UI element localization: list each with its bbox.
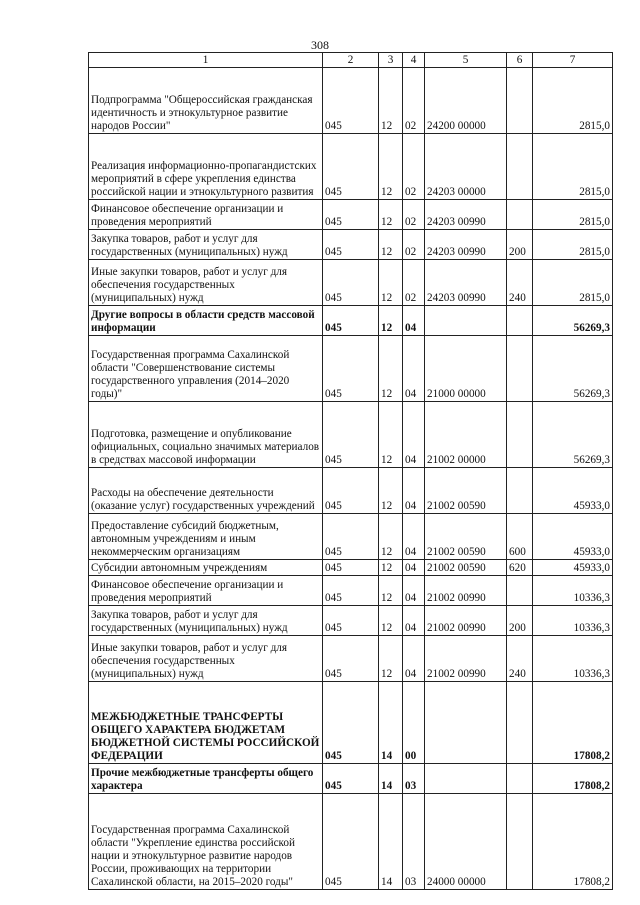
- table-row: [89, 200, 613, 230]
- table-row: [89, 514, 613, 560]
- row-vr: [507, 306, 533, 336]
- row-vr: 600: [507, 514, 533, 560]
- row-name: Финансовое обеспечение организации и проведения мероприятий: [89, 576, 323, 606]
- row-pr: 02: [403, 260, 425, 306]
- col-header-rz: 3: [379, 53, 403, 68]
- table-row: [89, 682, 613, 764]
- row-name: Подготовка, размещение и опубликование официальных, социально значимых материалов в средствах массовой информации: [89, 402, 323, 468]
- row-rz: 14: [379, 764, 403, 794]
- row-sum: 56269,3: [533, 336, 613, 402]
- row-name: Расходы на обеспечение деятельности (оказание услуг) государственных учреждений: [89, 468, 323, 514]
- row-csr: 21002 00990: [425, 606, 507, 636]
- row-csr: 24200 00000: [425, 68, 507, 134]
- table-row: [89, 606, 613, 636]
- row-sum: 2815,0: [533, 134, 613, 200]
- table-row: [89, 306, 613, 336]
- row-name: Субсидии автономным учреждениям: [89, 560, 323, 576]
- row-sum: 17808,2: [533, 682, 613, 764]
- row-name: Закупка товаров, работ и услуг для государственных (муниципальных) нужд: [89, 606, 323, 636]
- row-rz: 12: [379, 560, 403, 576]
- table-row: [89, 402, 613, 468]
- table-row: [89, 636, 613, 682]
- row-ved: 045: [323, 794, 379, 890]
- table-row: [89, 68, 613, 134]
- row-rz: 12: [379, 200, 403, 230]
- row-rz: 12: [379, 606, 403, 636]
- row-sum: 45933,0: [533, 560, 613, 576]
- row-ved: 045: [323, 636, 379, 682]
- row-csr: 21002 00990: [425, 636, 507, 682]
- row-csr: [425, 682, 507, 764]
- row-pr: 04: [403, 560, 425, 576]
- row-csr: 24203 00990: [425, 230, 507, 260]
- row-ved: 045: [323, 306, 379, 336]
- table-row: [89, 260, 613, 306]
- row-csr: 21002 00590: [425, 468, 507, 514]
- row-pr: 03: [403, 764, 425, 794]
- row-sum: 17808,2: [533, 764, 613, 794]
- row-csr: 21002 00990: [425, 576, 507, 606]
- row-ved: 045: [323, 606, 379, 636]
- row-rz: 12: [379, 402, 403, 468]
- row-sum: 10336,3: [533, 636, 613, 682]
- row-pr: 02: [403, 230, 425, 260]
- table-row: [89, 794, 613, 890]
- row-ved: 045: [323, 514, 379, 560]
- col-header-name: 1: [89, 53, 323, 68]
- row-name: Иные закупки товаров, работ и услуг для обеспечения государственных (муниципальных) нужд: [89, 636, 323, 682]
- row-ved: 045: [323, 682, 379, 764]
- row-csr: 21002 00000: [425, 402, 507, 468]
- row-pr: 04: [403, 336, 425, 402]
- row-vr: 200: [507, 230, 533, 260]
- col-header-pr: 4: [403, 53, 425, 68]
- row-ved: 045: [323, 260, 379, 306]
- row-name: МЕЖБЮДЖЕТНЫЕ ТРАНСФЕРТЫ ОБЩЕГО ХАРАКТЕРА БЮДЖЕТАМ БЮДЖЕТНОЙ СИСТЕМЫ РОССИЙСКОЙ ФЕДЕРАЦИИ: [89, 682, 323, 764]
- row-sum: 17808,2: [533, 794, 613, 890]
- row-vr: [507, 68, 533, 134]
- table-row: [89, 336, 613, 402]
- row-vr: 240: [507, 636, 533, 682]
- row-pr: 00: [403, 682, 425, 764]
- row-vr: [507, 764, 533, 794]
- row-rz: 12: [379, 576, 403, 606]
- row-vr: [507, 200, 533, 230]
- row-ved: 045: [323, 200, 379, 230]
- col-header-csr: 5: [425, 53, 507, 68]
- row-name: Реализация информационно-пропагандистских мероприятий в сфере укрепления единства российской нации и этнокультурного развития: [89, 134, 323, 200]
- table-row: [89, 764, 613, 794]
- row-csr: 24203 00990: [425, 200, 507, 230]
- row-sum: 10336,3: [533, 576, 613, 606]
- row-rz: 12: [379, 306, 403, 336]
- row-name: Другие вопросы в области средств массовой информации: [89, 306, 323, 336]
- row-ved: 045: [323, 230, 379, 260]
- row-rz: 12: [379, 134, 403, 200]
- row-csr: [425, 764, 507, 794]
- row-ved: 045: [323, 134, 379, 200]
- col-header-sum: 7: [533, 53, 613, 68]
- table-row: [89, 468, 613, 514]
- row-csr: 21000 00000: [425, 336, 507, 402]
- row-rz: 12: [379, 336, 403, 402]
- row-vr: [507, 402, 533, 468]
- row-name: Государственная программа Сахалинской области "Совершенствование системы государственного управления (2014–2020 годы)": [89, 336, 323, 402]
- row-csr: 24203 00990: [425, 260, 507, 306]
- row-ved: 045: [323, 576, 379, 606]
- row-vr: 620: [507, 560, 533, 576]
- row-rz: 12: [379, 230, 403, 260]
- row-name: Прочие межбюджетные трансферты общего характера: [89, 764, 323, 794]
- row-vr: [507, 134, 533, 200]
- row-name: Предоставление субсидий бюджетным, автономным учреждениям и иным некоммерческим организациям: [89, 514, 323, 560]
- row-name: Подпрограмма "Общероссийская гражданская идентичность и этнокультурное развитие народов России": [89, 68, 323, 134]
- budget-table: [88, 52, 613, 890]
- row-sum: 10336,3: [533, 606, 613, 636]
- row-pr: 03: [403, 794, 425, 890]
- row-csr: 21002 00590: [425, 560, 507, 576]
- row-sum: 2815,0: [533, 260, 613, 306]
- header-row: [89, 53, 613, 68]
- row-rz: 14: [379, 682, 403, 764]
- row-name: Государственная программа Сахалинской области "Укрепление единства российской нации и этнокультурное развитие народов России, проживающих на территории Сахалинской области, на 2015–2020 годы": [89, 794, 323, 890]
- row-sum: 2815,0: [533, 200, 613, 230]
- row-rz: 12: [379, 636, 403, 682]
- row-ved: 045: [323, 68, 379, 134]
- row-rz: 12: [379, 514, 403, 560]
- col-header-vr: 6: [507, 53, 533, 68]
- row-vr: [507, 468, 533, 514]
- row-sum: 45933,0: [533, 514, 613, 560]
- row-vr: 240: [507, 260, 533, 306]
- row-pr: 04: [403, 402, 425, 468]
- row-ved: 045: [323, 468, 379, 514]
- col-header-ved: 2: [323, 53, 379, 68]
- row-name: Закупка товаров, работ и услуг для государственных (муниципальных) нужд: [89, 230, 323, 260]
- row-csr: 24000 00000: [425, 794, 507, 890]
- row-pr: 02: [403, 68, 425, 134]
- row-sum: 56269,3: [533, 402, 613, 468]
- row-rz: 12: [379, 468, 403, 514]
- row-vr: [507, 336, 533, 402]
- row-csr: [425, 306, 507, 336]
- table-row: [89, 576, 613, 606]
- row-pr: 04: [403, 606, 425, 636]
- row-ved: 045: [323, 764, 379, 794]
- row-rz: 12: [379, 260, 403, 306]
- row-sum: 2815,0: [533, 230, 613, 260]
- row-pr: 04: [403, 576, 425, 606]
- row-pr: 02: [403, 134, 425, 200]
- row-name: Финансовое обеспечение организации и проведения мероприятий: [89, 200, 323, 230]
- row-ved: 045: [323, 402, 379, 468]
- table-row: [89, 230, 613, 260]
- row-pr: 04: [403, 306, 425, 336]
- row-name: Иные закупки товаров, работ и услуг для обеспечения государственных (муниципальных) нужд: [89, 260, 323, 306]
- row-vr: [507, 682, 533, 764]
- row-pr: 04: [403, 514, 425, 560]
- row-pr: 04: [403, 636, 425, 682]
- row-sum: 45933,0: [533, 468, 613, 514]
- row-sum: 56269,3: [533, 306, 613, 336]
- row-rz: 12: [379, 68, 403, 134]
- row-csr: 24203 00000: [425, 134, 507, 200]
- table-row: [89, 560, 613, 576]
- row-ved: 045: [323, 560, 379, 576]
- row-pr: 02: [403, 200, 425, 230]
- row-vr: [507, 576, 533, 606]
- row-sum: 2815,0: [533, 68, 613, 134]
- row-vr: [507, 794, 533, 890]
- row-rz: 14: [379, 794, 403, 890]
- row-ved: 045: [323, 336, 379, 402]
- row-vr: 200: [507, 606, 533, 636]
- row-csr: 21002 00590: [425, 514, 507, 560]
- table-row: [89, 134, 613, 200]
- row-pr: 04: [403, 468, 425, 514]
- page-number: 308: [311, 38, 329, 52]
